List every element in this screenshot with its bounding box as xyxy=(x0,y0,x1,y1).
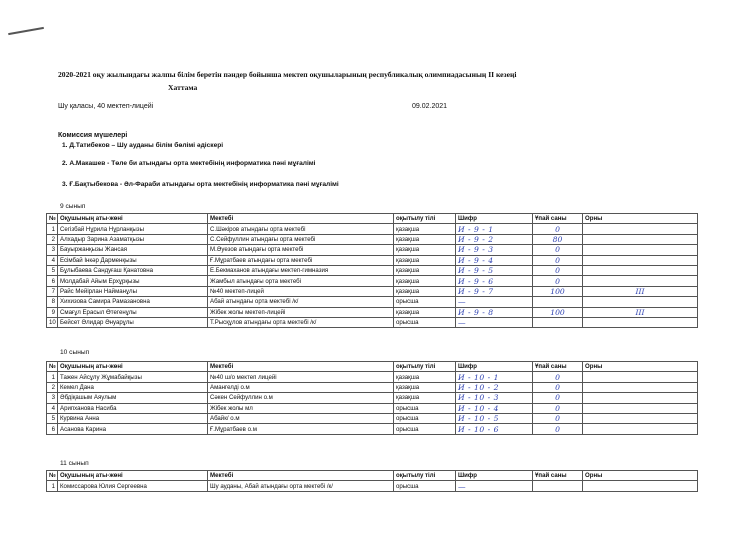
table-body xyxy=(47,224,698,328)
row-number: 5 xyxy=(47,413,58,423)
school-name: Шу ауданы, Абай атындағы орта мектебі /к/ xyxy=(208,481,394,491)
student-name: Комиссарова Юлия Сергеевна xyxy=(58,481,208,491)
col-language: оқытылу тілі xyxy=(394,471,456,481)
place-value xyxy=(583,255,698,265)
place-value xyxy=(583,403,698,413)
score-value: 0 xyxy=(533,224,583,234)
student-name: Әбдіқашым Аяулым xyxy=(58,393,208,403)
results-table-grade-11 xyxy=(46,470,698,492)
school-name: №40 мектеп-лицей xyxy=(208,286,394,296)
cipher-code: И - 10 - 2 xyxy=(456,382,533,392)
student-name: Бейсет Әлидар Әнуарұлы xyxy=(58,317,208,327)
col-code: Шифр xyxy=(456,471,533,481)
table-header-row xyxy=(47,214,698,224)
student-name: Алхадыр Зарина Азаматқызы xyxy=(58,234,208,244)
score-value: 0 xyxy=(533,393,583,403)
table-row xyxy=(47,317,698,327)
student-name: Сегізбай Нұрила Нұрланқызы xyxy=(58,224,208,234)
cipher-code: И - 10 - 4 xyxy=(456,403,533,413)
cipher-code: — xyxy=(456,481,533,491)
cipher-code: И - 9 - 4 xyxy=(456,255,533,265)
place-value xyxy=(583,393,698,403)
cipher-code: И - 9 - 6 xyxy=(456,276,533,286)
study-language: қазақша xyxy=(394,245,456,255)
document-subtitle: Хаттама xyxy=(168,83,198,92)
row-number: 1 xyxy=(47,372,58,382)
row-number: 1 xyxy=(47,224,58,234)
score-value: 100 xyxy=(533,307,583,317)
cipher-code: И - 9 - 1 xyxy=(456,224,533,234)
study-language: қазақша xyxy=(394,224,456,234)
school-name: Жібек жолы мектеп-лицейі xyxy=(208,307,394,317)
place-value: ІІІ xyxy=(583,307,698,317)
student-name: Тажен Айсұлу Жұмабайқызы xyxy=(58,372,208,382)
school-name: Сәкен Сейфуллин о.м xyxy=(208,393,394,403)
student-name: Райс Мейірлан Найманұлы xyxy=(58,286,208,296)
school-name: Абай атындағы орта мектебі /к/ xyxy=(208,297,394,307)
row-number: 4 xyxy=(47,255,58,265)
place-value xyxy=(583,297,698,307)
place-value xyxy=(583,317,698,327)
table-header-row xyxy=(47,362,698,372)
table-row xyxy=(47,286,698,296)
document-title: 2020-2021 оқу жылындағы жалпы білім беретін пәндер бойынша мектеп оқушыларының республикалық олимпиадасының ІІ кезеңі xyxy=(58,70,517,79)
table-row xyxy=(47,393,698,403)
col-score: Ұпай саны xyxy=(533,214,583,224)
table-row xyxy=(47,297,698,307)
cipher-code: И - 10 - 3 xyxy=(456,393,533,403)
score-value: 0 xyxy=(533,382,583,392)
cipher-code: И - 10 - 5 xyxy=(456,413,533,423)
table-header-row xyxy=(47,471,698,481)
row-number: 9 xyxy=(47,307,58,317)
place-value xyxy=(583,481,698,491)
place-value xyxy=(583,276,698,286)
col-place: Орны xyxy=(583,471,698,481)
study-language: қазақша xyxy=(394,286,456,296)
col-score: Ұпай саны xyxy=(533,471,583,481)
school-name: Е.Бекмаханов атындағы мектеп-гимназия xyxy=(208,265,394,275)
student-name: Есімбай Інкәр Дарменқызы xyxy=(58,255,208,265)
row-number: 10 xyxy=(47,317,58,327)
table-row xyxy=(47,234,698,244)
col-student-name: Оқушының аты-жөні xyxy=(58,214,208,224)
student-name: Курвина Анна xyxy=(58,413,208,423)
results-table-grade-9 xyxy=(46,213,698,328)
student-name: Молдабай Айым Ерхұрқызы xyxy=(58,276,208,286)
cipher-code: И - 9 - 8 xyxy=(456,307,533,317)
school-name: С.Шәкіров атындағы орта мектебі xyxy=(208,224,394,234)
score-value: 0 xyxy=(533,372,583,382)
row-number: 8 xyxy=(47,297,58,307)
row-number: 5 xyxy=(47,265,58,275)
row-number: 3 xyxy=(47,393,58,403)
table-row xyxy=(47,255,698,265)
study-language: орысша xyxy=(394,424,456,434)
school-name: №40 ш/о мектеп лицейі xyxy=(208,372,394,382)
student-name: Хихизова Самира Рамазановна xyxy=(58,297,208,307)
date-text: 09.02.2021 xyxy=(412,103,448,110)
score-value: 0 xyxy=(533,403,583,413)
school-name: Жібек жолы мл xyxy=(208,403,394,413)
row-number: 6 xyxy=(47,424,58,434)
school-name: Жамбыл атындағы орта мектебі xyxy=(208,276,394,286)
table-row xyxy=(47,413,698,423)
cipher-code: И - 9 - 7 xyxy=(456,286,533,296)
row-number: 1 xyxy=(47,481,58,491)
col-student-name: Оқушының аты-жөні xyxy=(58,362,208,372)
study-language: қазақша xyxy=(394,307,456,317)
row-number: 2 xyxy=(47,234,58,244)
school-name: Амангелді о.м xyxy=(208,382,394,392)
place-value xyxy=(583,372,698,382)
score-value xyxy=(533,317,583,327)
grade-label: 9 сынып xyxy=(60,203,86,210)
study-language: қазақша xyxy=(394,265,456,275)
row-number: 4 xyxy=(47,403,58,413)
cipher-code: И - 9 - 2 xyxy=(456,234,533,244)
table-row xyxy=(47,424,698,434)
score-value: 0 xyxy=(533,245,583,255)
table-row xyxy=(47,224,698,234)
study-language: орысша xyxy=(394,317,456,327)
results-table-grade-10 xyxy=(46,361,698,435)
school-name: Абайк/ о.м xyxy=(208,413,394,423)
commission-member-1: 1. Д.Татибеков – Шу ауданы білім бөлімі әдіскері xyxy=(62,142,224,149)
table-row xyxy=(47,481,698,491)
student-name: Кемел Дана xyxy=(58,382,208,392)
col-language: оқытылу тілі xyxy=(394,214,456,224)
col-score: Ұпай саны xyxy=(533,362,583,372)
table-row xyxy=(47,307,698,317)
col-student-name: Оқушының аты-жөні xyxy=(58,471,208,481)
table-row xyxy=(47,276,698,286)
pen-mark xyxy=(8,27,44,35)
col-code: Шифр xyxy=(456,214,533,224)
school-name: С.Сейфуллин атындағы орта мектебі xyxy=(208,234,394,244)
score-value xyxy=(533,481,583,491)
table-row xyxy=(47,382,698,392)
student-name: Смағұл Ерасыл Өтегенұлы xyxy=(58,307,208,317)
study-language: орысша xyxy=(394,481,456,491)
score-value xyxy=(533,297,583,307)
student-name: Бауыржанқызы Жансая xyxy=(58,245,208,255)
commission-member-2: 2. А.Макашев - Төле би атындағы орта мектебінің информатика пәні мұғалімі xyxy=(62,160,316,167)
score-value: 0 xyxy=(533,424,583,434)
study-language: қазақша xyxy=(394,255,456,265)
study-language: қазақша xyxy=(394,393,456,403)
place-value xyxy=(583,224,698,234)
place-value xyxy=(583,234,698,244)
school-name: М.Әуезов атындағы орта мектебі xyxy=(208,245,394,255)
score-value: 0 xyxy=(533,255,583,265)
study-language: орысша xyxy=(394,413,456,423)
table-row xyxy=(47,403,698,413)
row-number: 6 xyxy=(47,276,58,286)
student-name: Бұлыбаева Сандуғаш Қанатовна xyxy=(58,265,208,275)
student-name: Асанова Карина xyxy=(58,424,208,434)
score-value: 0 xyxy=(533,276,583,286)
place-value: ІІІ xyxy=(583,286,698,296)
table-body xyxy=(47,372,698,434)
col-number: № xyxy=(47,471,58,481)
col-place: Орны xyxy=(583,362,698,372)
place-value xyxy=(583,413,698,423)
cipher-code: — xyxy=(456,297,533,307)
venue-text: Шу қаласы, 40 мектеп-лицейі xyxy=(58,103,154,110)
col-language: оқытылу тілі xyxy=(394,362,456,372)
grade-label: 11 сынып xyxy=(60,460,89,467)
study-language: орысша xyxy=(394,403,456,413)
col-number: № xyxy=(47,214,58,224)
school-name: Ғ.Мұратбаев о.м xyxy=(208,424,394,434)
row-number: 7 xyxy=(47,286,58,296)
col-school: Мектебі xyxy=(208,362,394,372)
row-number: 2 xyxy=(47,382,58,392)
school-name: Ғ.Мұратбаев атындағы орта мектебі xyxy=(208,255,394,265)
place-value xyxy=(583,265,698,275)
col-code: Шифр xyxy=(456,362,533,372)
study-language: қазақша xyxy=(394,234,456,244)
place-value xyxy=(583,424,698,434)
grade-label: 10 сынып xyxy=(60,349,90,356)
place-value xyxy=(583,382,698,392)
col-school: Мектебі xyxy=(208,214,394,224)
study-language: қазақша xyxy=(394,372,456,382)
cipher-code: И - 10 - 6 xyxy=(456,424,533,434)
col-place: Орны xyxy=(583,214,698,224)
cipher-code: И - 9 - 5 xyxy=(456,265,533,275)
commission-member-3: 3. Ғ.Бақтыбекова - Әл-Фараби атындағы орта мектебінің информатика пәні мұғалімі xyxy=(62,181,339,188)
table-row xyxy=(47,265,698,275)
table-row xyxy=(47,372,698,382)
cipher-code: И - 9 - 3 xyxy=(456,245,533,255)
table-row xyxy=(47,245,698,255)
study-language: орысша xyxy=(394,297,456,307)
cipher-code: — xyxy=(456,317,533,327)
col-number: № xyxy=(47,362,58,372)
school-name: Т.Рысқұлов атындағы орта мектебі /к/ xyxy=(208,317,394,327)
score-value: 0 xyxy=(533,265,583,275)
student-name: Арипханова Насиба xyxy=(58,403,208,413)
place-value xyxy=(583,245,698,255)
score-value: 100 xyxy=(533,286,583,296)
study-language: қазақша xyxy=(394,382,456,392)
commission-heading: Комиссия мүшелері xyxy=(58,132,128,139)
col-school: Мектебі xyxy=(208,471,394,481)
score-value: 80 xyxy=(533,234,583,244)
row-number: 3 xyxy=(47,245,58,255)
cipher-code: И - 10 - 1 xyxy=(456,372,533,382)
study-language: қазақша xyxy=(394,276,456,286)
score-value: 0 xyxy=(533,413,583,423)
table-body xyxy=(47,481,698,491)
